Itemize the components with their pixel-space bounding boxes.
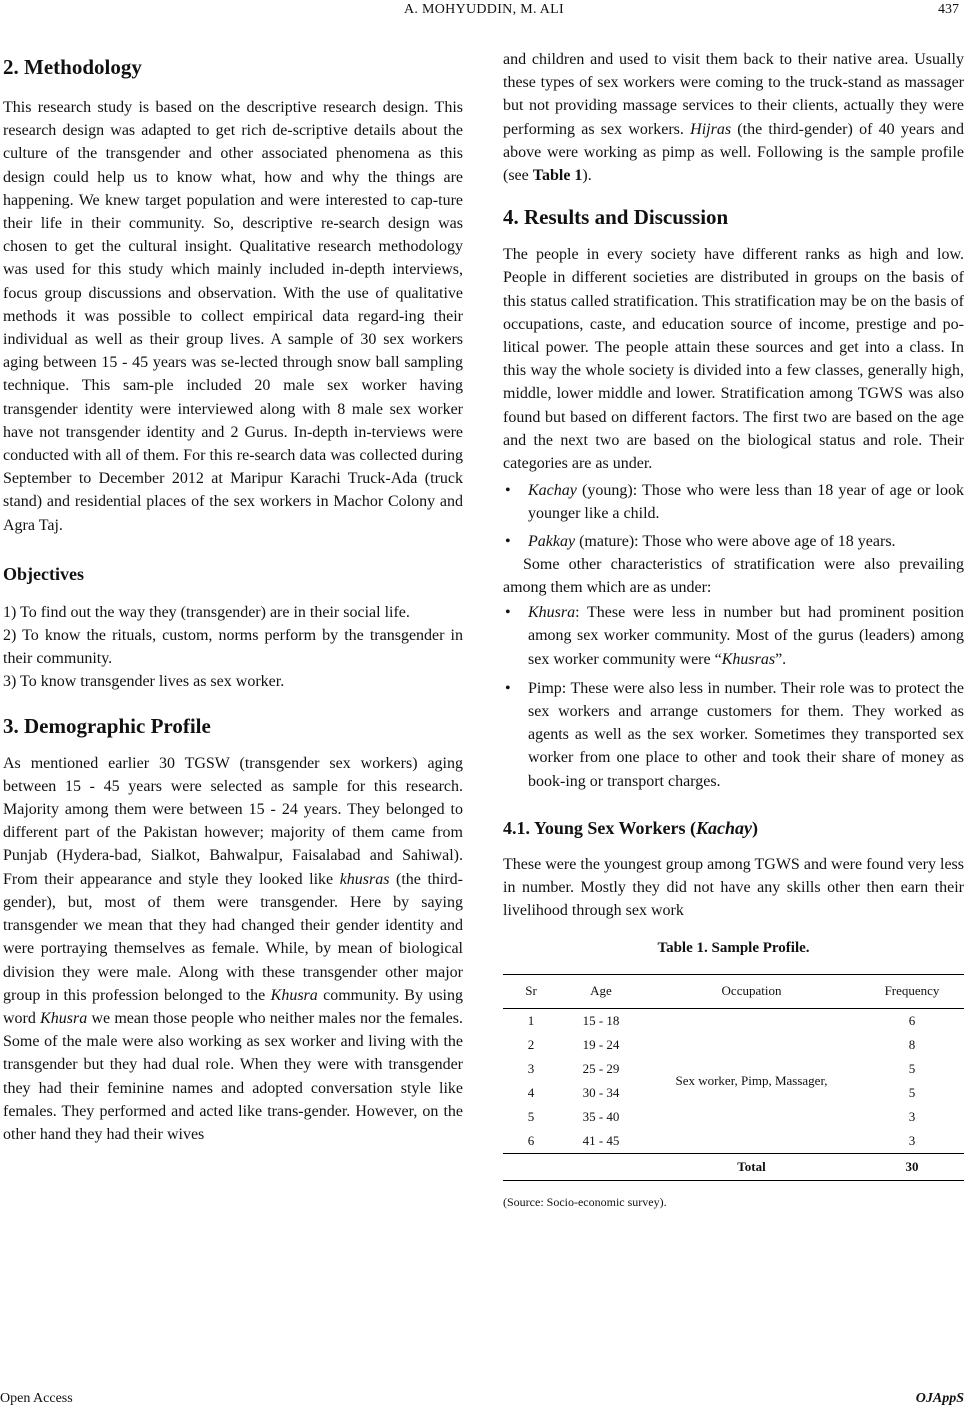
col-header-frequency: Frequency [860,974,964,1008]
list-item: • Pimp: These were also less in number. Their role was to protect the sex workers and arrange customers for them. They worked as agents as well as the sex worker. Sometimes they transported sex worker from one place to other and took their share of money as book-ing or transport charges. [503,677,964,793]
young-sex-workers-paragraph: These were the youngest group among TGWS and were found very less in number. Mostly they did not have any skills other then earn their livelihood through sex work [503,855,964,920]
table-row: 4 30 - 34 5 [527,1085,916,1101]
results-paragraph: The people in every society have different ranks as high and low. People in different societies are distributed in groups on the basis of this status called stratification. This stratification may be on the basis of occupations, caste, and education source of income, prestige and po-litical power. The people attain these sources and get into a class. In this way the whole society is divided into a few classes, generally high, middle, lower middle and lower. Stratification among TGWS was also found but based on different factors. The first two are based on the age and the next two are based on the biological status and role. Their categories are as under. [503,246,964,473]
table-caption: Table 1. Sample Profile. [657,939,810,956]
table-row: 6 41 - 45 3 [527,1133,916,1149]
list-item: • Pakkay (mature): Those who were above age of 18 years. [503,530,964,553]
open-access-label: Open Access [0,1391,73,1406]
table-total-row [503,1153,964,1180]
list-item: • Khusra: These were less in number but had prominent position among sex worker community. Most of the gurus (leaders) among sex worker community were “Khusras”. [503,601,964,671]
page-number: 437 [938,2,959,17]
demographic-heading: 3. Demographic Profile [3,713,211,738]
table-source-note: (Source: Socio-economic survey). [503,1194,667,1209]
demographic-paragraph: As mentioned earlier 30 TGSW (transgender sex workers) aging between 15 - 45 years were selected as sample for this research. Majority among them were between 15 - 24 years. They belonged to different part of the Pakistan however; majority of them came from Punjab (Hydera-bad, Sialkot, Bahwalpur, Faisalabad and Sahiwal). From their appearance and style they looked like khusras (the third-gender), but, most of them were transgender. Here by saying transgender we mean that they had changed their gender identity and were portraying themselves as female. While, by mean of biological division they were male. Along with these transgender other major group in this profession belonged to the Khusra community. By using word Khusra we mean those people who neither males nor the females. Some of the male were also working as sex worker and living with the transgender but they had dual role. When they were with transgender they had their feminine names and adopted conversation style like females. They performed and acted like trans-gender. However, on the other hand they had their wives [3,754,464,1143]
methodology-heading: 2. Methodology [3,55,142,79]
objectives-heading: Objectives [3,563,84,584]
journal-abbreviation: OJAppS [915,1391,964,1406]
sample-profile-table-block [503,937,964,1215]
table-header-row [503,974,964,1008]
objective-item: 3) To know transgender lives as sex worker. [3,673,285,691]
table-reference: Table 1 [532,167,583,185]
left-column [3,48,463,1146]
page-header [0,0,968,24]
sample-profile-table [503,974,964,1181]
other-characteristics-paragraph: Some other characteristics of stratification were also prevailing among them which are as under: [503,555,964,597]
objective-item: 2) To know the rituals, custom, norms perform by the transgender in their community. [3,627,463,668]
table-row: 3 25 - 29 5 [527,1061,916,1077]
list-item: • Kachay (young): Those who were less than 18 year of age or look younger like a child. [503,479,964,525]
col-header-age: Age [559,974,643,1008]
continued-paragraph: and children and used to visit them back to their native area. Usually these types of sex workers were coming to the truck-stand as massager but not providing massage services to their clients, actually they were performing as sex workers. Hijras (the third-gender) of 40 years and above were working as pimp as well. Following is the sample profile (see Table 1). [503,51,965,185]
col-header-sr: Sr [503,974,559,1008]
occupation-cell: Sex worker, Pimp, Massager, [675,1073,828,1089]
col-header-occupation: Occupation [643,974,860,1008]
results-heading: 4. Results and Discussion [503,205,729,230]
stratification-list-age [503,479,964,553]
total-label: Total [643,1153,860,1180]
methodology-paragraph: This research study is based on the descriptive research design. This research design was adapted to get rich de-scriptive details about the culture of the transgender and other associated phenomena as this design could help us to know what, how and why the things are happening. We knew target population and were interested to cap-ture their life in their community. So, descriptive re-search design was chosen to get the cultural insight. Qualitative research methodology was used for this study which mainly included in-depth interviews, focus group discussions and observation. With the use of qualitative methods it was possible to collect empirical data regard-ing their individual as well as their group lives. A sample of 30 sex workers aging between 15 - 45 years was se-lected through snow ball sampling technique. This sam-ple included 20 male sex worker having transgender identity were interviewed along with 8 male sex worker have not transgender identity and 2 Gurus. In-depth in-terviews were conducted with all of them. For this re-search data was collected during September to December 2012 at Maripur Karachi Truck-Ada (truck stand) and residential places of the sex workers in Machor Colony and Agra Taj. [3,99,463,534]
stratification-list-role [503,601,964,793]
total-value: 30 [860,1153,964,1180]
table-row: 2 19 - 24 8 [527,1037,916,1053]
table-row: 5 35 - 40 3 [527,1109,916,1125]
page-footer [0,1391,968,1415]
young-sex-workers-heading: 4.1. Young Sex Workers (Kachay) [503,817,759,838]
right-column [503,48,964,1214]
objective-item: 1) To find out the way they (transgender) are in their social life. [3,603,410,621]
table-row: 1 15 - 18 Sex worker, Pimp, Massager, 6 [503,1008,964,1033]
running-head-authors: A. MOHYUDDIN, M. ALI [404,2,564,17]
